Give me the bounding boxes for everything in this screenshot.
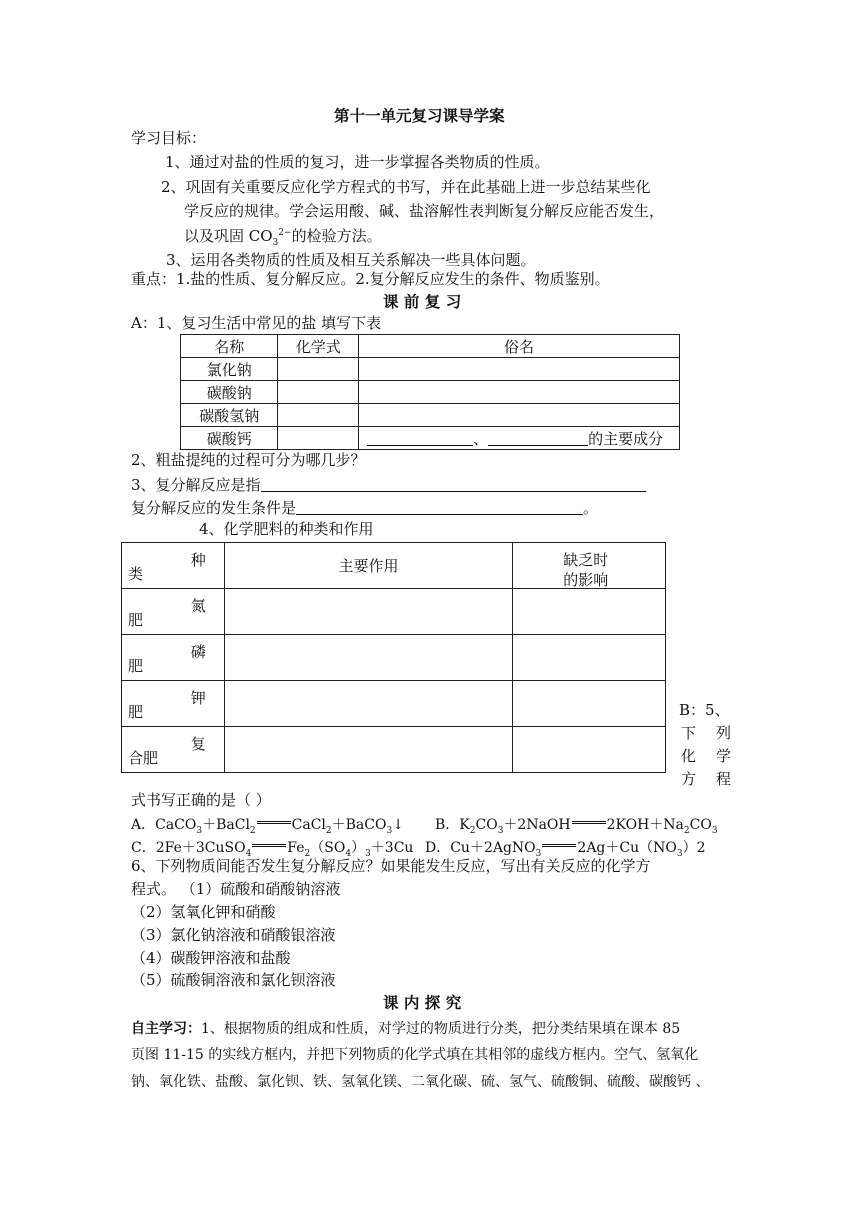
option-c[interactable]: C．2Fe＋3CuSO$_4$ $Fe_2(SO_4)_3+3Cu$ xyxy=(131,840,414,859)
self-study-label: 自主学习： xyxy=(131,1021,201,1037)
objective-3: 3、运用各类物质的性质及相互关系解决一些具体问题。 xyxy=(166,251,536,269)
fertilizer-lack-cell[interactable] xyxy=(513,681,666,727)
question-a1: A：1、复习生活中常见的盐 填写下表 xyxy=(131,314,382,332)
objective-2-line2: 学反应的规律。学会运用酸、碱、盐溶解性表判断复分解反应能否发生， xyxy=(184,202,665,220)
fertilizer-lack-cell[interactable] xyxy=(513,635,666,681)
salt-table-common-name-cell[interactable] xyxy=(359,358,680,381)
side-text-char: 程 xyxy=(716,770,732,788)
answer-blank[interactable] xyxy=(296,500,583,515)
answer-blank[interactable] xyxy=(367,431,473,446)
caco3-tail-text: 的主要成分 xyxy=(588,429,664,448)
side-text-char: 方 xyxy=(681,770,697,788)
fertilizer-main-cell[interactable] xyxy=(224,635,512,681)
caco3-common-name-cell xyxy=(359,427,680,450)
fertilizer-row-label: 复 合肥 xyxy=(122,727,225,773)
side-text-char: 化 xyxy=(681,747,697,765)
salt-table-row-name: 碳酸钠 xyxy=(181,381,278,404)
question-2: 2、粗盐提纯的过程可分为哪几步？ xyxy=(131,451,366,469)
fertilizer-header-main: 主要作用 xyxy=(224,543,512,589)
answer-blank[interactable] xyxy=(488,431,588,446)
question-6-item: （4）碳酸钾溶液和盐酸 xyxy=(131,949,291,967)
salt-table-row-name: 碳酸氢钠 xyxy=(181,404,278,427)
fertilizer-row-label: 氮 肥 xyxy=(122,589,225,635)
salt-table-row-name: 碳酸钙 xyxy=(181,427,278,450)
salt-table-row-name: 氯化钠 xyxy=(181,358,278,381)
question-3: 3、复分解反应是指 xyxy=(131,477,646,493)
self-study-line2: 页图 11-15 的实线方框内，并把下列物质的化学式填在其相邻的虚线方框内。空气、氢氧化 xyxy=(131,1047,699,1063)
question-6-item: （3）氯化钠溶液和硝酸银溶液 xyxy=(131,926,336,944)
fertilizer-table xyxy=(121,542,666,773)
fertilizer-header-kind: 种 类 xyxy=(122,543,225,589)
separator: 、 xyxy=(473,429,489,448)
objective-2-line3: 以及巩固 $CO_3^{2-}$的检验方法。 xyxy=(184,227,382,248)
side-text-char: 列 xyxy=(716,724,732,742)
side-text-line1: B：5、 xyxy=(679,701,730,719)
option-d[interactable]: D．Cu＋2AgNO$_3$ $2Ag+Cu(NO_3)2$ xyxy=(425,840,706,859)
salt-table-formula-cell[interactable] xyxy=(278,404,359,427)
salt-table-formula-cell[interactable] xyxy=(278,427,359,450)
option-a[interactable]: A．CaCO$_3$＋BaCl$_2$ CaCl$_2$＋BaCO$_3$↓ xyxy=(131,817,404,836)
objective-2-line1: 2、巩固有关重要反应化学方程式的书写，并在此基础上进一步总结某些化 xyxy=(161,178,651,196)
fertilizer-lack-cell[interactable] xyxy=(513,727,666,773)
question-6-item: （2）氢氧化钾和硝酸 xyxy=(131,903,276,921)
fertilizer-header-lack: 缺乏时 的影响 xyxy=(513,543,666,589)
salt-table-common-name-cell[interactable] xyxy=(359,404,680,427)
salt-table-header-formula: 化学式 xyxy=(278,335,359,358)
side-text-char: 学 xyxy=(716,747,732,765)
question-6-line1: 6、下列物质间能否发生复分解反应？如果能发生反应，写出有关反应的化学方 xyxy=(131,857,651,875)
fertilizer-main-cell[interactable] xyxy=(224,681,512,727)
self-study-line1: 自主学习：1、根据物质的组成和性质，对学过的物质进行分类，把分类结果填在课本 85 xyxy=(131,1021,681,1037)
section-heading-inclass: 课 内 探 究 xyxy=(383,993,462,1012)
side-text-char: 下 xyxy=(681,724,697,742)
question-6-line2: 程式。 （1）硫酸和硝酸钠溶液 xyxy=(131,880,341,898)
option-b[interactable]: B．$K_2CO_3+2NaOH$ $2KOH+Na_2CO_3$ xyxy=(435,817,718,836)
salt-table-common-name-cell[interactable] xyxy=(359,381,680,404)
question-6-item: （5）硫酸铜溶液和氯化钡溶液 xyxy=(131,971,336,989)
question-4: 4、化学肥料的种类和作用 xyxy=(199,520,374,538)
objectives-heading: 学习目标： xyxy=(131,129,207,147)
objective-1: 1、通过对盐的性质的复习，进一步掌握各类物质的性质。 xyxy=(165,153,550,171)
salt-table xyxy=(180,334,680,450)
fertilizer-lack-cell[interactable] xyxy=(513,589,666,635)
self-study-line3: 钠、氧化铁、盐酸、氯化钡、铁、氢氧化镁、二氧化碳、硫、氢气、硫酸铜、硫酸、碳酸钙 、 xyxy=(131,1074,710,1090)
fertilizer-main-cell[interactable] xyxy=(224,589,512,635)
keypoints: 重点：1.盐的性质、复分解反应。2.复分解反应发生的条件、物质鉴别。 xyxy=(131,270,610,288)
salt-table-header-name: 名称 xyxy=(181,335,278,358)
question-3b: 复分解反应的发生条件是 。 xyxy=(131,499,599,517)
answer-blank[interactable] xyxy=(261,477,646,492)
section-heading-preview: 课 前 复 习 xyxy=(383,292,462,311)
question-5-continued: 式书写正确的是（ ） xyxy=(131,791,271,809)
page-title: 第十一单元复习课导学案 xyxy=(334,106,505,125)
fertilizer-row-label: 磷 肥 xyxy=(122,635,225,681)
salt-table-formula-cell[interactable] xyxy=(278,381,359,404)
salt-table-formula-cell[interactable] xyxy=(278,358,359,381)
salt-table-header-common-name: 俗名 xyxy=(359,335,680,358)
fertilizer-main-cell[interactable] xyxy=(224,727,512,773)
fertilizer-row-label: 钾 肥 xyxy=(122,681,225,727)
